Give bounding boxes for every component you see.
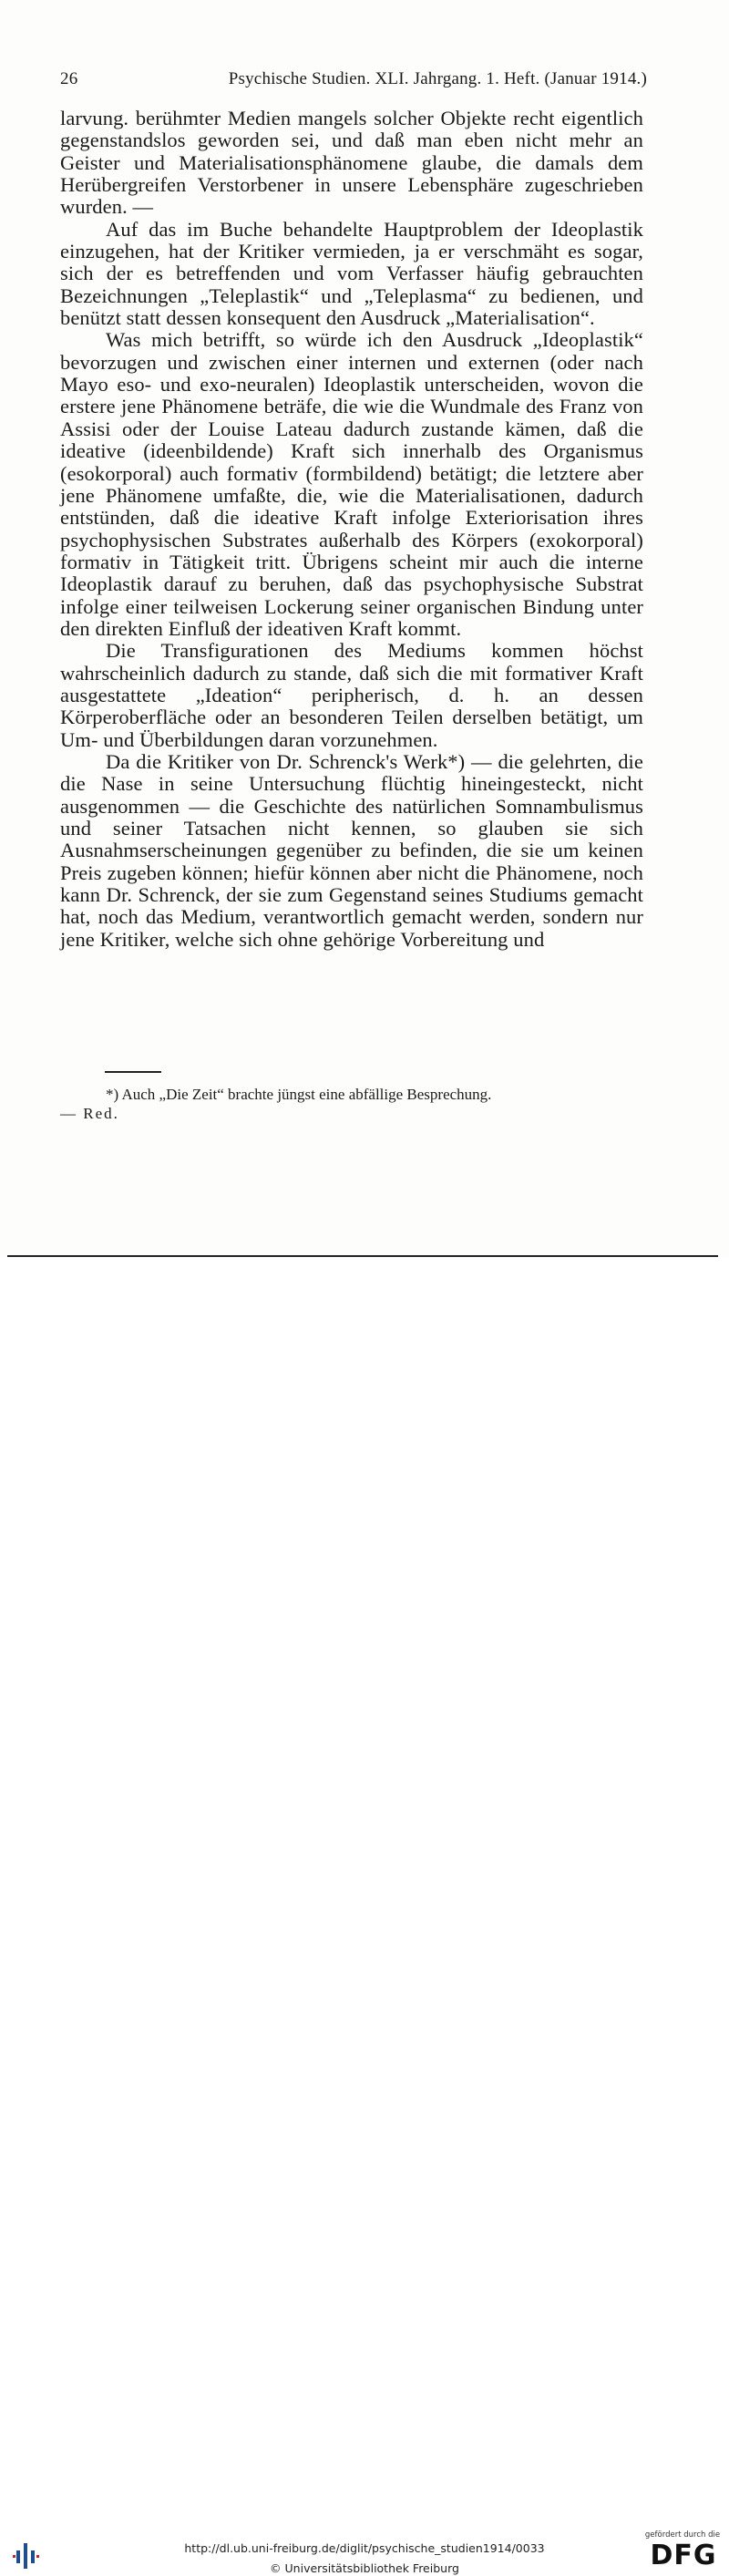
running-title: Psychische Studien. XLI. Jahrgang. 1. Heft. (Januar 1914.) [228, 69, 647, 88]
page-number: 26 [60, 69, 78, 88]
paragraph-5: Da die Kritiker von Dr. Schrenck's Werk*) — die gelehrten, die die Nase in seine Untersuchung flüchtig hineingesteckt, nicht ausgenommen — die Geschichte des natürlichen Somnambulismus und seiner Tatsachen nicht kennen, so glauben sie sich Ausnahmserscheinungen gegenüber zu befinden, die sie um keinen Preis zugeben können; hiefür können aber nicht die Phänomene, noch kann Dr. Schrenck, der sie zum Gegenstand seines Studiums gemacht hat, noch das Medium, verantwortlich gemacht werden, sondern nur jene Kritiker, welche sich ohne gehörige Vorbereitung und [60, 749, 643, 951]
page-bottom-divider [7, 1255, 718, 1257]
paragraph-3: Was mich betrifft, so würde ich den Ausdruck „Ideoplastik“ bevorzugen und zwischen einer internen und externen (oder nach Mayo eso- und exo-neuralen) Ideoplastik unterscheiden, wovon die erstere jene Phänomene beträfe, die wie die Wundmale des Franz von Assisi oder der Louise Lateau dadurch zustande kämen, daß die ideative (ideenbildende) Kraft sich innerhalb des Organismus (esokorporal) auch formativ (formbildend) betätigt; die letztere aber jene Phänomene umfaßte, die, wie die Materialisationen, dadurch entstünden, daß die ideative Kraft infolge Exteriorisation ihres psychophysischen Substrates außerhalb des Körpers (exokorporal) formativ in Tätigkeit tritt. Übrigens scheint mir auch die interne Ideoplastik darauf zu beruhen, daß das psychophysische Substrat infolge einer teilweisen Lockerung seiner organischen Bindung unter den direkten Einfluß der ideativen Kraft kommt. [60, 328, 643, 640]
dfg-caption: gefördert durch die [644, 2530, 721, 2540]
running-header [60, 69, 647, 89]
paragraph-2: Auf das im Buche behandelte Hauptproblem der Ideoplastik einzugehen, hat der Kritiker vermieden, ja er verschmäht es sogar, sich der es betreffenden und vom Verfasser häufig gebrauchten Bezeichnungen „Teleplastik“ und „Teleplasma“ zu bedienen, und benützt statt dessen konsequent den Ausdruck „Materialisation“. [60, 217, 643, 330]
paragraph-1: larvung. berühmter Medien mangels solcher Objekte recht eigentlich gegenstandslos geworden sei, und daß man eben nicht mehr an Geister und Materialisationsphänomene glaube, die damals dem Herübergreifen Verstorbener in unsere Lebensphäre zugeschrieben wurden. — [60, 107, 643, 219]
body-text [60, 108, 643, 951]
copyright-notice: © Universitätsbibliothek Freiburg [270, 2561, 459, 2575]
footnote-text: *) Auch „Die Zeit“ brachte jüngst eine abfällige Besprechung. [106, 1086, 492, 1103]
footnote-divider [105, 1071, 161, 1073]
paragraph-4: Die Transfigurationen des Mediums kommen höchst wahrscheinlich dadurch zu stande, daß sich die mit formativer Kraft ausgestattete „Ideation“ peripherisch, d. h. an dessen Körperoberfläche oder an besonderen Teilen derselben betätigt, um Um- und Überbildungen daran vorzunehmen. [60, 639, 643, 751]
dfg-wordmark: DFG [650, 2540, 717, 2571]
dfg-logo [643, 2530, 722, 2576]
footnote [60, 1085, 643, 1123]
viewer-footer [0, 1258, 729, 2575]
footnote-signature: — Red. [60, 1105, 119, 1122]
document-url-link[interactable]: http://dl.ub.uni-freiburg.de/diglit/psychische_studien1914/0033 [184, 2541, 545, 2555]
